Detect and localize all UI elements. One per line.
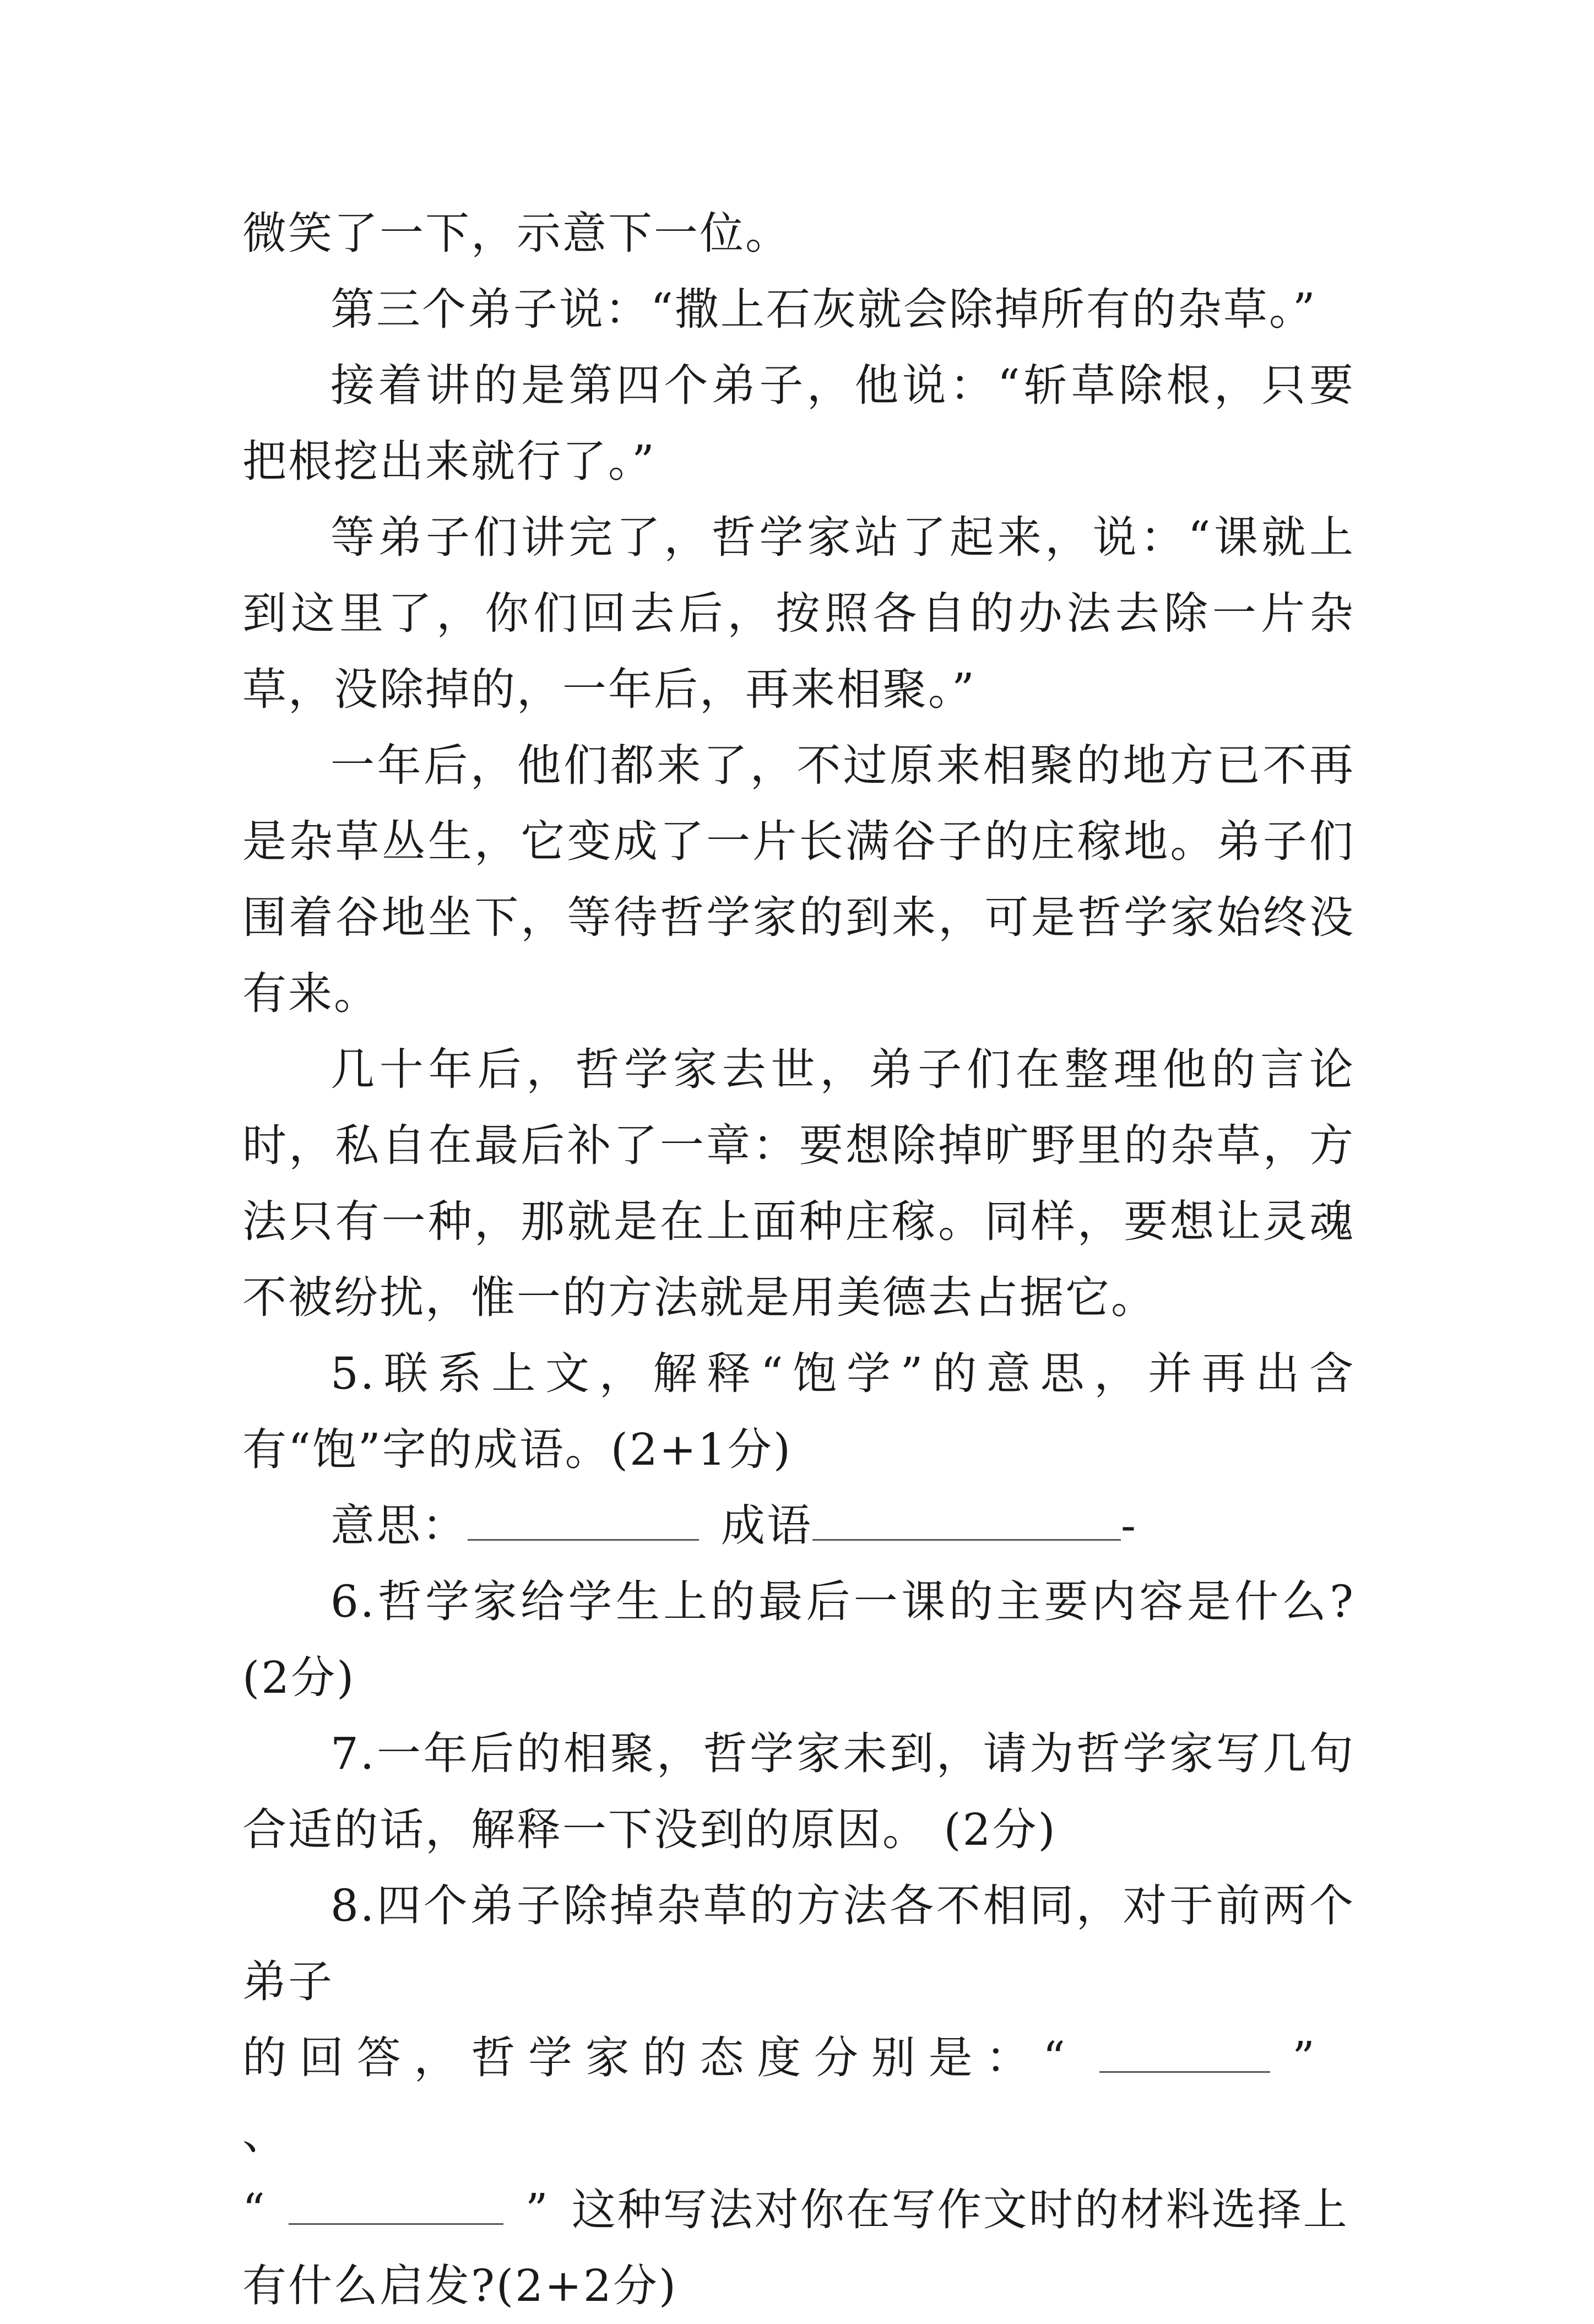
close-quote-1: ”	[1292, 2032, 1316, 2083]
text-block	[242, 196, 1355, 2324]
question-8-line-4: 有什么启发?(2+2分)	[242, 2260, 678, 2311]
close-quote-2: ”	[525, 2184, 550, 2235]
idiom-label: 成语	[721, 1500, 812, 1551]
question-8-line-1: 8.四个弟子除掉杂草的方法各不相同，对于前两个弟子	[242, 1880, 1355, 2007]
meaning-blank[interactable]	[468, 1502, 699, 1541]
attitude-blank-2[interactable]	[289, 2186, 503, 2225]
question-6: 6.哲学家给学生上的最后一课的主要内容是什么?(2分)	[242, 1576, 1355, 1703]
paragraph-3: 接着讲的是第四个弟子，他说：“斩草除根，只要把根挖出来就行了。”	[242, 360, 1355, 487]
answer-line	[242, 1488, 1355, 1564]
open-quote-2: “	[242, 2184, 267, 2235]
paragraph-6: 几十年后，哲学家去世，弟子们在整理他的言论时，私自在最后补了一章：要想除掉旷野里的杂草，方法只有一种，那就是在上面种庄稼。同样，要想让灵魂不被纷扰，惟一的方法就是用美德去占据它。	[242, 1044, 1355, 1323]
question-8-part-3: 这种写法对你在写作文时的材料选择上	[571, 2184, 1349, 2235]
question-8-line-2	[242, 2020, 1355, 2172]
meaning-label: 意思：	[330, 1500, 468, 1551]
paragraph-1: 微笑了一下，示意下一位。	[242, 208, 791, 259]
attitude-blank-1[interactable]	[1099, 2034, 1270, 2073]
question-8-line-3	[242, 2172, 1355, 2248]
question-8-part-2: 的回答，哲学家的态度分别是：“	[242, 2032, 1078, 2083]
paragraph-5: 一年后，他们都来了，不过原来相聚的地方已不再是杂草丛生，它变成了一片长满谷子的庄稼地。弟子们围着谷地坐下，等待哲学家的到来，可是哲学家始终没有来。	[242, 740, 1355, 1019]
separator: 、	[242, 2108, 288, 2159]
idiom-blank[interactable]	[812, 1502, 1121, 1541]
trailing-mark: -	[1121, 1500, 1138, 1551]
question-7: 7.一年后的相聚，哲学家未到，请为哲学家写几句合适的话，解释一下没到的原因。 (2分)	[242, 1728, 1355, 1855]
paragraph-2: 第三个弟子说：“撒上石灰就会除掉所有的杂草。”	[330, 284, 1317, 335]
paragraph-4: 等弟子们讲完了，哲学家站了起来，说：“课就上到这里了，你们回去后，按照各自的办法去除一片杂草，没除掉的，一年后，再来相聚。”	[242, 512, 1355, 715]
question-5: 5.联系上文，解释“饱学”的意思，并再出含有“饱”字的成语。(2+1分)	[242, 1348, 1355, 1475]
